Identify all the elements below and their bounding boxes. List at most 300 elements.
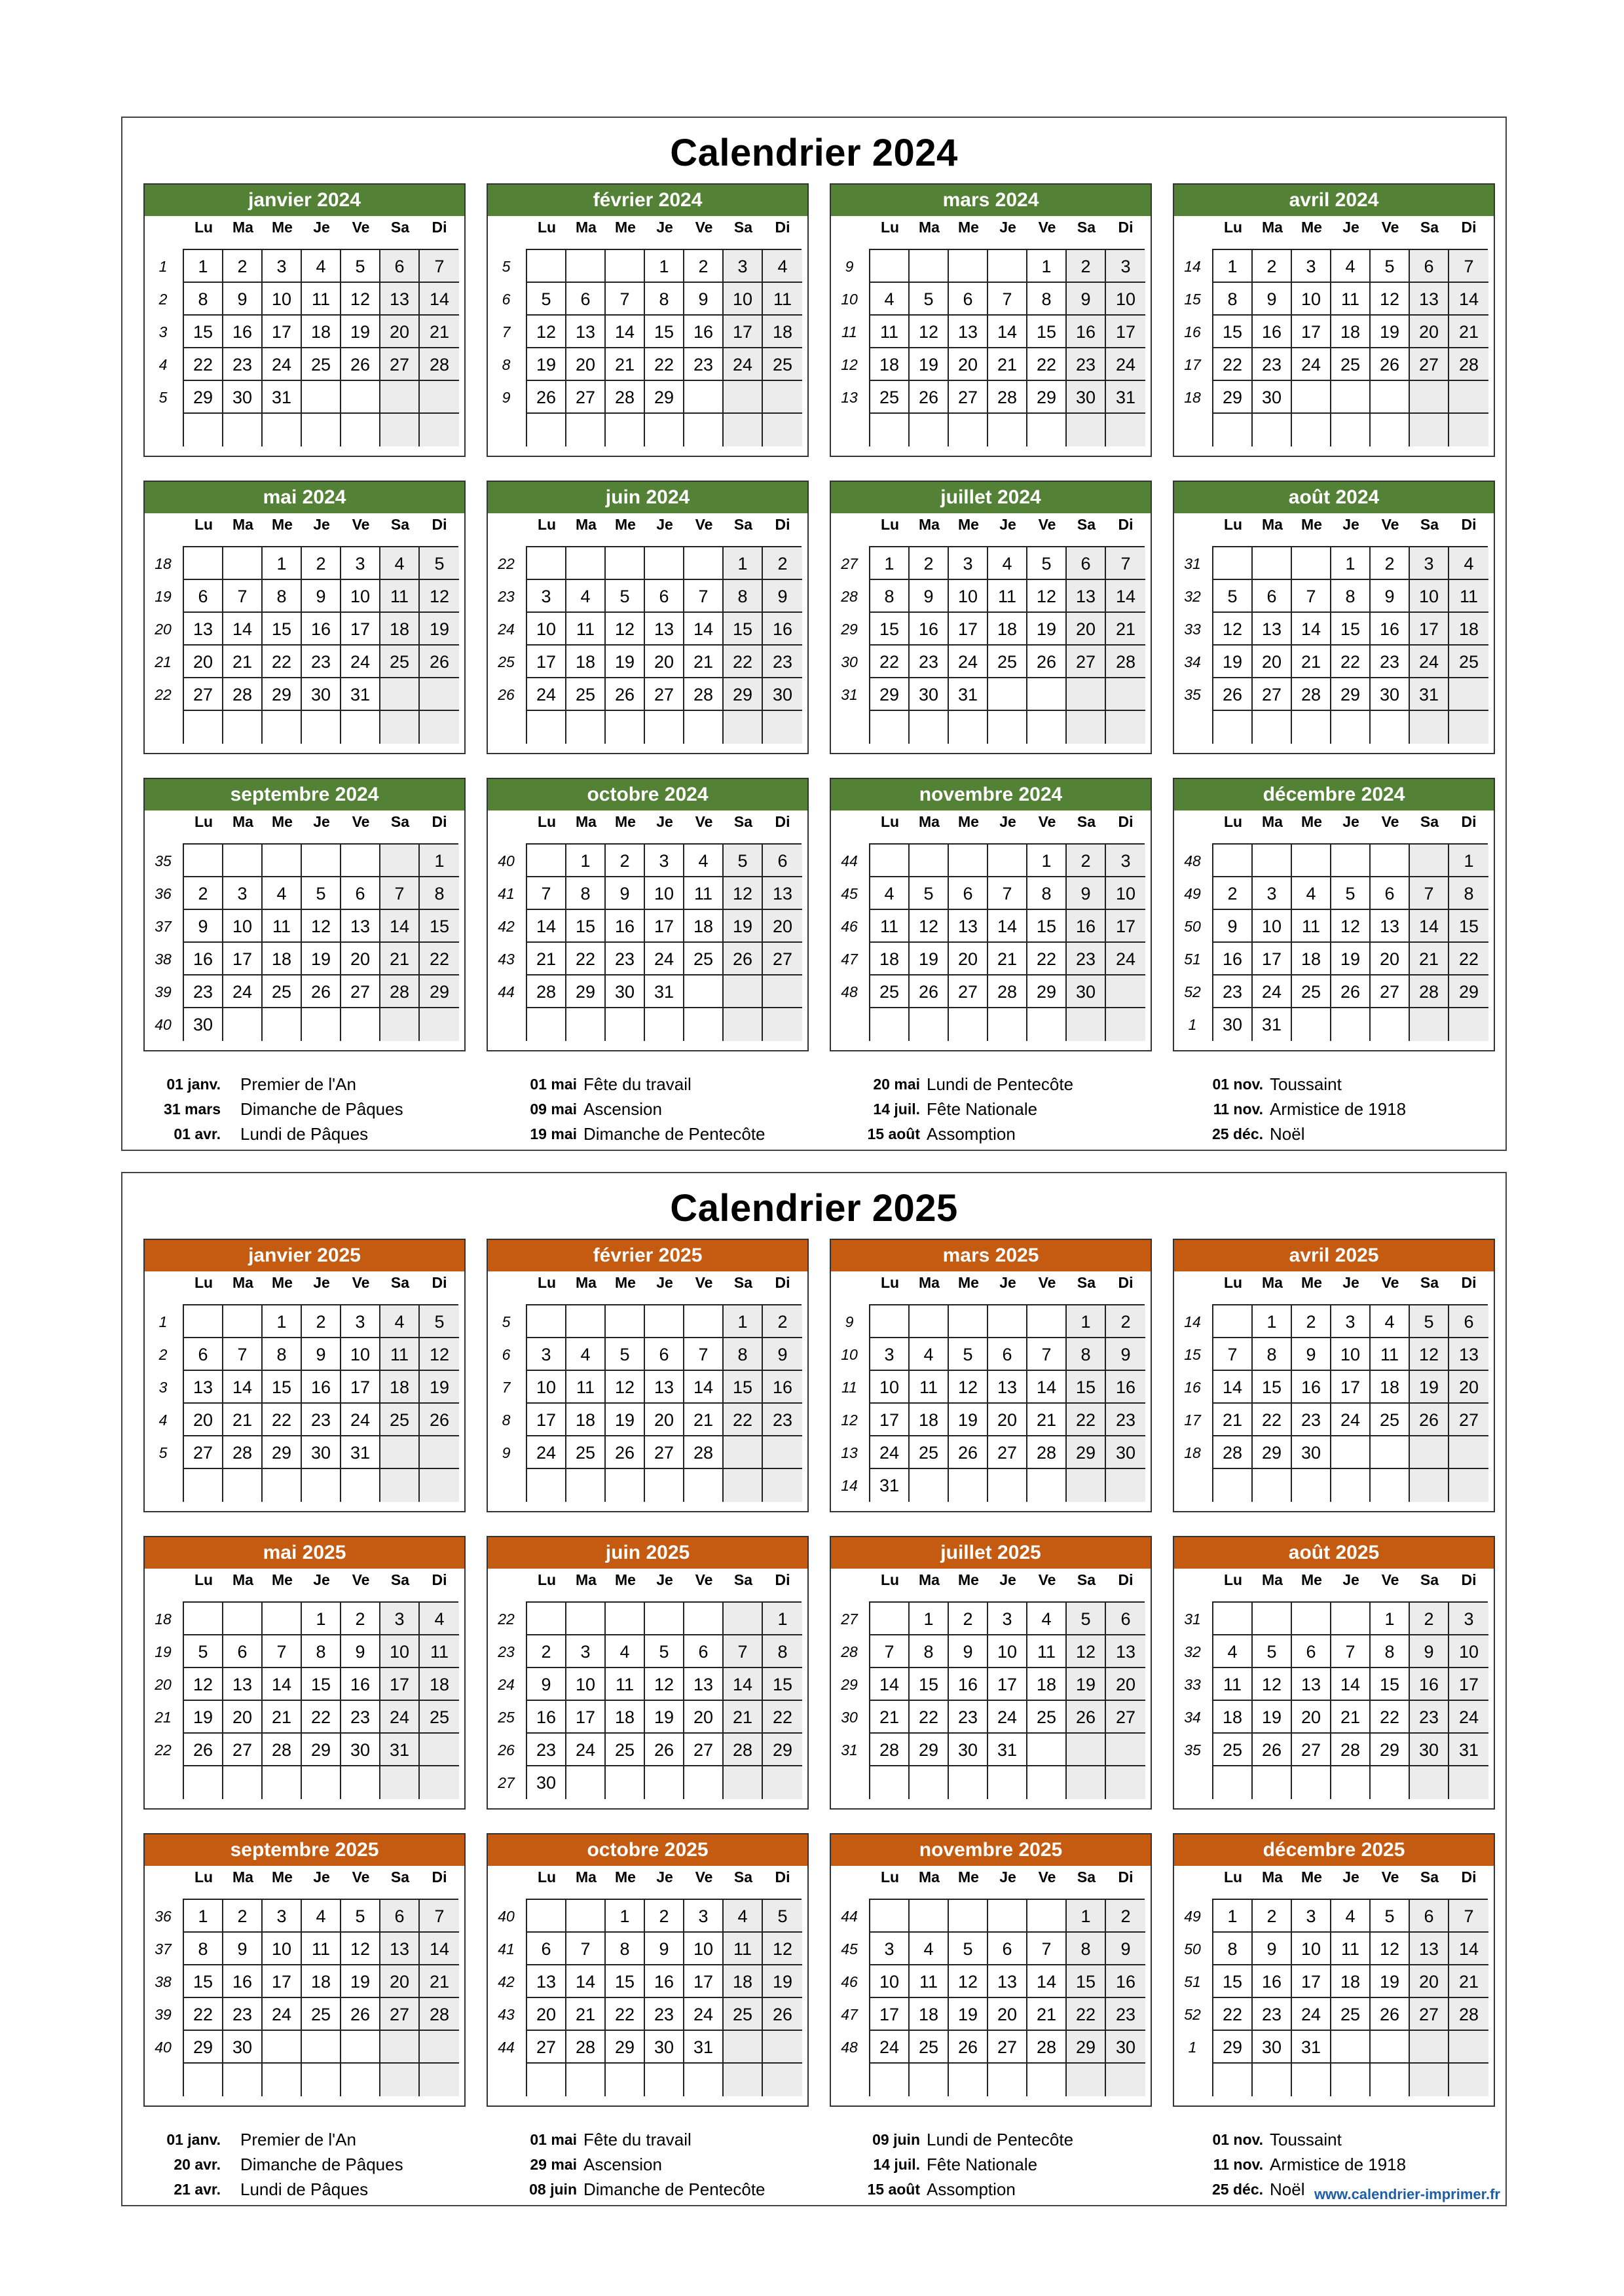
- weekday-label: Je: [999, 219, 1016, 236]
- week-number: 35: [1184, 1741, 1201, 1758]
- day-cell: 17: [1292, 1965, 1331, 1998]
- day-cell: [184, 2064, 223, 2096]
- month-card: [143, 1239, 466, 1512]
- day-cell: 20: [1410, 1965, 1449, 1998]
- day-cell: 25: [870, 381, 910, 414]
- day-cell: 2: [1213, 877, 1253, 910]
- day-cell: 26: [1371, 1998, 1410, 2031]
- day-cell: [1371, 711, 1410, 744]
- day-cell: 7: [566, 1933, 606, 1965]
- day-cell: [1371, 2064, 1410, 2096]
- holiday-date: 01 janv.: [166, 2131, 221, 2148]
- day-cell: 19: [1027, 613, 1067, 646]
- holiday-date: 01 mai: [530, 1076, 577, 1093]
- day-cell: 13: [1106, 1635, 1145, 1668]
- week-number: [146, 1469, 180, 1502]
- day-cell: 19: [1067, 1668, 1106, 1701]
- day-cell: 27: [566, 381, 606, 414]
- day-cell: [1449, 678, 1488, 711]
- day-cell: 5: [1410, 1305, 1449, 1338]
- weekday-label: Je: [999, 516, 1016, 533]
- weekday-label: Me: [1301, 1274, 1322, 1291]
- month-header: juin 2024: [488, 482, 807, 513]
- day-cell: 31: [1410, 678, 1449, 711]
- weekday-label: Sa: [1420, 219, 1439, 236]
- month-card: [1173, 778, 1495, 1051]
- day-cell: [763, 1436, 802, 1469]
- week-number: 48: [841, 2039, 858, 2056]
- week-number: [489, 1469, 523, 1502]
- day-cell: 19: [606, 1404, 645, 1436]
- day-cell: 6: [380, 250, 420, 283]
- day-cell: [1331, 2031, 1371, 2064]
- day-cell: 27: [645, 1436, 684, 1469]
- day-cell: 9: [1106, 1933, 1145, 1965]
- day-cell: [263, 2031, 302, 2064]
- day-cell: [380, 2031, 420, 2064]
- day-cell: 31: [645, 975, 684, 1008]
- day-cell: 20: [988, 1998, 1027, 2031]
- day-cell: 4: [988, 547, 1027, 580]
- week-number: 20: [155, 1676, 172, 1693]
- day-cell: [527, 1469, 566, 1502]
- day-cell: [527, 1603, 566, 1635]
- day-cell: [1371, 1436, 1410, 1469]
- day-cell: [684, 711, 724, 744]
- day-cell: 2: [223, 1900, 263, 1933]
- day-cell: 21: [684, 646, 724, 678]
- month-header: février 2024: [488, 185, 807, 216]
- day-cell: 16: [184, 943, 223, 975]
- day-cell: 23: [1253, 348, 1292, 381]
- week-number: 8: [502, 1412, 511, 1429]
- day-cell: 8: [1449, 877, 1488, 910]
- weekday-label: Sa: [1077, 1868, 1096, 1886]
- day-cell: 10: [949, 580, 988, 613]
- day-cell: 4: [606, 1635, 645, 1668]
- week-number: 5: [158, 389, 168, 406]
- day-cell: 2: [184, 877, 223, 910]
- day-cell: 2: [223, 250, 263, 283]
- day-cell: 20: [1253, 646, 1292, 678]
- day-cell: 1: [1213, 250, 1253, 283]
- day-cell: 19: [527, 348, 566, 381]
- weekday-label: Di: [1118, 1274, 1134, 1291]
- website-link[interactable]: www.calendrier-imprimer.fr: [1314, 2186, 1500, 2202]
- month-header: août 2025: [1174, 1537, 1494, 1569]
- day-cell: 26: [420, 1404, 459, 1436]
- day-cell: [1027, 1008, 1067, 1041]
- weekday-label: Lu: [537, 1868, 557, 1886]
- week-number: 48: [1184, 852, 1201, 869]
- weekday-label: Ma: [576, 813, 597, 830]
- day-cell: 16: [645, 1965, 684, 1998]
- day-cell: 10: [263, 1933, 302, 1965]
- week-number: 19: [155, 1643, 172, 1660]
- weekday-label: Sa: [390, 1868, 410, 1886]
- day-cell: 14: [1213, 1371, 1253, 1404]
- week-number: 3: [158, 1379, 168, 1396]
- day-cell: 27: [527, 2031, 566, 2064]
- day-cell: [420, 711, 459, 744]
- day-grid: [869, 1899, 1145, 2096]
- day-cell: 22: [1027, 348, 1067, 381]
- day-cell: [184, 1305, 223, 1338]
- day-cell: 21: [1410, 943, 1449, 975]
- month-header: septembre 2025: [145, 1834, 464, 1866]
- day-cell: 16: [1253, 316, 1292, 348]
- week-number: 2: [158, 291, 168, 308]
- weekday-label: Ve: [1381, 1274, 1399, 1291]
- day-cell: [1449, 2064, 1488, 2096]
- day-cell: 2: [302, 547, 341, 580]
- day-cell: 18: [380, 1371, 420, 1404]
- day-cell: 28: [684, 1436, 724, 1469]
- day-cell: 7: [988, 877, 1027, 910]
- day-grid: [526, 1899, 802, 2096]
- day-cell: 16: [223, 316, 263, 348]
- day-cell: [223, 547, 263, 580]
- day-cell: 27: [684, 1734, 724, 1766]
- day-cell: 25: [566, 678, 606, 711]
- day-cell: 13: [223, 1668, 263, 1701]
- day-cell: 17: [684, 1965, 724, 1998]
- day-cell: [1213, 547, 1253, 580]
- holiday-name: Noël: [1270, 1124, 1305, 1144]
- day-cell: 22: [763, 1701, 802, 1734]
- day-cell: 26: [527, 381, 566, 414]
- week-number: [489, 414, 523, 446]
- weekday-label: Di: [432, 516, 447, 533]
- day-cell: 2: [949, 1603, 988, 1635]
- day-cell: [724, 711, 763, 744]
- day-cell: 21: [1449, 316, 1488, 348]
- day-cell: [566, 1766, 606, 1799]
- day-cell: [341, 845, 380, 877]
- day-cell: 17: [341, 613, 380, 646]
- day-cell: 19: [949, 1998, 988, 2031]
- day-cell: 15: [1253, 1371, 1292, 1404]
- day-cell: 22: [1027, 943, 1067, 975]
- week-number: [1175, 2064, 1209, 2096]
- weekday-label: Lu: [537, 1274, 557, 1291]
- day-cell: [949, 1305, 988, 1338]
- day-cell: 23: [684, 348, 724, 381]
- day-grid: [183, 546, 458, 744]
- week-number: 43: [498, 2006, 515, 2023]
- day-cell: 28: [380, 975, 420, 1008]
- day-cell: 16: [1213, 943, 1253, 975]
- day-cell: [566, 1603, 606, 1635]
- holiday-date: 25 déc.: [1212, 2181, 1263, 2198]
- day-cell: 25: [380, 1404, 420, 1436]
- day-cell: 16: [763, 613, 802, 646]
- day-cell: [1027, 1469, 1067, 1502]
- week-number: 19: [155, 588, 172, 605]
- day-cell: 3: [263, 250, 302, 283]
- day-cell: 12: [341, 1933, 380, 1965]
- day-cell: 29: [763, 1734, 802, 1766]
- day-cell: 6: [1410, 250, 1449, 283]
- holiday-name: Dimanche de Pentecôte: [583, 2179, 766, 2199]
- day-cell: 11: [302, 1933, 341, 1965]
- day-cell: 7: [1213, 1338, 1253, 1371]
- week-number: 40: [498, 1908, 515, 1925]
- day-cell: 11: [380, 580, 420, 613]
- day-cell: [1253, 1603, 1292, 1635]
- day-cell: [763, 975, 802, 1008]
- weekday-label: Me: [615, 219, 636, 236]
- day-cell: 2: [1106, 1900, 1145, 1933]
- week-number: 22: [155, 686, 172, 703]
- day-cell: 20: [1371, 943, 1410, 975]
- day-cell: 29: [263, 678, 302, 711]
- day-cell: 28: [870, 1734, 910, 1766]
- holiday-date: 14 juil.: [873, 1101, 920, 1118]
- day-cell: [527, 1900, 566, 1933]
- day-cell: 1: [184, 250, 223, 283]
- day-cell: [724, 1436, 763, 1469]
- day-grid: [526, 1601, 802, 1799]
- day-cell: 26: [645, 1734, 684, 1766]
- month-card: [487, 1833, 809, 2107]
- day-cell: [684, 1766, 724, 1799]
- week-number: 30: [841, 653, 858, 670]
- week-number: 40: [155, 2039, 172, 2056]
- day-cell: [223, 1008, 263, 1041]
- day-cell: [1106, 711, 1145, 744]
- day-cell: 26: [910, 381, 949, 414]
- day-cell: 12: [1371, 283, 1410, 316]
- day-cell: 12: [606, 1371, 645, 1404]
- day-cell: 15: [184, 316, 223, 348]
- day-cell: 5: [420, 1305, 459, 1338]
- day-cell: 31: [380, 1734, 420, 1766]
- month-header: février 2025: [488, 1240, 807, 1271]
- day-cell: 7: [1292, 580, 1331, 613]
- day-cell: 17: [645, 910, 684, 943]
- day-cell: 21: [223, 1404, 263, 1436]
- day-cell: [420, 678, 459, 711]
- day-cell: 24: [527, 1436, 566, 1469]
- day-cell: [380, 1469, 420, 1502]
- day-cell: 27: [949, 975, 988, 1008]
- day-cell: 16: [527, 1701, 566, 1734]
- week-number: 51: [1184, 1973, 1201, 1990]
- day-cell: 14: [1449, 1933, 1488, 1965]
- day-cell: 17: [1410, 613, 1449, 646]
- calendar-title: Calendrier 2024: [670, 132, 958, 174]
- day-cell: 6: [645, 580, 684, 613]
- week-number: 46: [841, 1973, 858, 1990]
- weekday-label: Di: [1461, 516, 1477, 533]
- month-card: [830, 1833, 1152, 2107]
- day-cell: 9: [341, 1635, 380, 1668]
- day-cell: 30: [1106, 1436, 1145, 1469]
- day-grid: [869, 1601, 1145, 1799]
- day-cell: [684, 2064, 724, 2096]
- weekday-label: Sa: [1420, 1571, 1439, 1588]
- day-cell: 3: [645, 845, 684, 877]
- day-cell: 20: [1449, 1371, 1488, 1404]
- day-cell: 18: [263, 943, 302, 975]
- day-cell: 16: [763, 1371, 802, 1404]
- day-cell: 24: [724, 348, 763, 381]
- day-cell: 21: [420, 1965, 459, 1998]
- day-cell: 26: [1371, 348, 1410, 381]
- day-cell: 24: [645, 943, 684, 975]
- day-cell: 23: [302, 1404, 341, 1436]
- day-cell: 8: [606, 1933, 645, 1965]
- weekday-label: Je: [656, 1868, 673, 1886]
- day-cell: 14: [527, 910, 566, 943]
- day-cell: [1106, 414, 1145, 446]
- day-cell: 9: [184, 910, 223, 943]
- day-cell: 25: [910, 1436, 949, 1469]
- weekday-label: Je: [1342, 219, 1359, 236]
- day-cell: [1371, 414, 1410, 446]
- day-cell: [1449, 711, 1488, 744]
- day-cell: [645, 414, 684, 446]
- day-cell: 23: [763, 646, 802, 678]
- day-cell: 12: [420, 1338, 459, 1371]
- day-cell: 3: [1106, 845, 1145, 877]
- day-cell: 8: [566, 877, 606, 910]
- day-cell: 5: [420, 547, 459, 580]
- week-number: [146, 711, 180, 744]
- day-cell: [949, 1469, 988, 1502]
- day-cell: 7: [223, 1338, 263, 1371]
- week-number: 3: [158, 323, 168, 340]
- day-cell: [566, 1008, 606, 1041]
- day-cell: 25: [380, 646, 420, 678]
- day-cell: [223, 1766, 263, 1799]
- day-cell: 26: [949, 2031, 988, 2064]
- day-cell: 3: [566, 1635, 606, 1668]
- holiday-date: 14 juil.: [873, 2156, 920, 2173]
- month-card: [1173, 183, 1495, 457]
- day-cell: [910, 711, 949, 744]
- week-number: [832, 2064, 866, 2096]
- day-cell: 8: [1067, 1933, 1106, 1965]
- week-number: 25: [498, 653, 515, 670]
- day-cell: 18: [420, 1668, 459, 1701]
- day-cell: 22: [1213, 348, 1253, 381]
- day-cell: 19: [606, 646, 645, 678]
- weekday-label: Sa: [733, 516, 753, 533]
- holiday-date: 20 avr.: [174, 2156, 221, 2173]
- day-cell: [1449, 1436, 1488, 1469]
- day-cell: 10: [527, 1371, 566, 1404]
- holiday-name: Lundi de Pâques: [240, 1124, 369, 1144]
- week-number: 16: [1184, 1379, 1201, 1396]
- day-cell: 18: [910, 1998, 949, 2031]
- day-cell: 14: [1449, 283, 1488, 316]
- weekday-label: Je: [999, 813, 1016, 830]
- day-cell: 25: [1371, 1404, 1410, 1436]
- day-cell: 3: [1253, 877, 1292, 910]
- day-cell: 20: [380, 316, 420, 348]
- day-cell: 6: [1449, 1305, 1488, 1338]
- day-cell: 1: [870, 547, 910, 580]
- day-cell: 26: [606, 1436, 645, 1469]
- week-number: 35: [155, 852, 172, 869]
- day-cell: 24: [223, 975, 263, 1008]
- day-cell: 16: [949, 1668, 988, 1701]
- day-cell: 30: [1067, 975, 1106, 1008]
- day-cell: 10: [1292, 283, 1331, 316]
- day-cell: 31: [1253, 1008, 1292, 1041]
- day-cell: 18: [302, 1965, 341, 1998]
- week-number: 47: [841, 2006, 858, 2023]
- day-cell: 23: [1067, 348, 1106, 381]
- day-cell: 15: [1449, 910, 1488, 943]
- day-cell: 18: [1331, 316, 1371, 348]
- weekday-label: Di: [775, 813, 790, 830]
- day-cell: 6: [341, 877, 380, 910]
- day-cell: 1: [1331, 547, 1371, 580]
- day-cell: 26: [1253, 1734, 1292, 1766]
- day-grid: [1212, 1601, 1488, 1799]
- day-cell: [420, 2064, 459, 2096]
- day-cell: 22: [1067, 1404, 1106, 1436]
- holiday-date: 01 nov.: [1212, 1076, 1263, 1093]
- day-cell: 1: [1213, 1900, 1253, 1933]
- day-cell: [1371, 1766, 1410, 1799]
- day-cell: 16: [684, 316, 724, 348]
- day-cell: 28: [420, 1998, 459, 2031]
- day-cell: 31: [870, 1469, 910, 1502]
- day-cell: 17: [870, 1998, 910, 2031]
- week-number: 11: [841, 323, 857, 340]
- day-cell: 25: [763, 348, 802, 381]
- holiday-name: Toussaint: [1270, 2130, 1342, 2149]
- week-number: 17: [1184, 1412, 1201, 1429]
- day-cell: 4: [684, 845, 724, 877]
- day-cell: 18: [988, 613, 1027, 646]
- day-cell: 6: [566, 283, 606, 316]
- day-cell: 17: [527, 646, 566, 678]
- day-cell: 29: [263, 1436, 302, 1469]
- weekday-label: Me: [615, 1868, 636, 1886]
- holiday-date: 29 mai: [530, 2156, 577, 2173]
- day-cell: 8: [263, 1338, 302, 1371]
- day-cell: [420, 414, 459, 446]
- day-cell: 28: [606, 381, 645, 414]
- month-card: [830, 183, 1152, 457]
- day-cell: 3: [341, 547, 380, 580]
- weekday-label: Ve: [695, 1868, 713, 1886]
- week-number: 23: [498, 588, 515, 605]
- day-cell: 29: [1449, 975, 1488, 1008]
- week-number: 47: [841, 951, 858, 968]
- weekday-label: Je: [656, 516, 673, 533]
- week-number: 29: [841, 621, 858, 638]
- day-cell: [184, 845, 223, 877]
- weekday-label: Di: [432, 1868, 447, 1886]
- day-cell: 1: [645, 250, 684, 283]
- day-cell: 8: [763, 1635, 802, 1668]
- month-header: octobre 2024: [488, 779, 807, 811]
- month-card: [487, 778, 809, 1051]
- day-cell: 23: [527, 1734, 566, 1766]
- day-cell: 23: [1067, 943, 1106, 975]
- day-cell: 22: [724, 1404, 763, 1436]
- week-number: 40: [155, 1016, 172, 1033]
- day-cell: 23: [1253, 1998, 1292, 2031]
- day-cell: 19: [420, 1371, 459, 1404]
- day-cell: 8: [1371, 1635, 1410, 1668]
